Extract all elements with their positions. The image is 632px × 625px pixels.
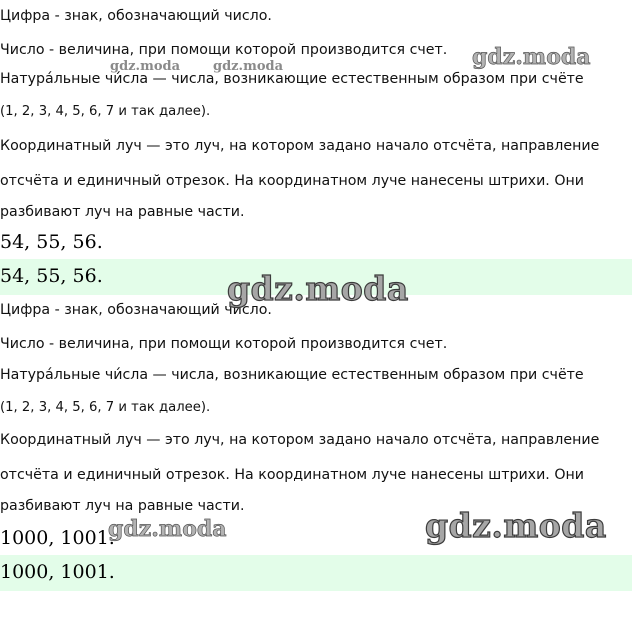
watermark-logo: gdz.moda — [472, 44, 591, 70]
definition-digit: Цифра - знак, обозначающий число. — [0, 302, 272, 318]
watermark-logo: gdz.moda — [227, 269, 409, 308]
natural-numbers-example: (1, 2, 3, 4, 5, 6, 7 и так далее). — [0, 104, 211, 119]
natural-numbers-example: (1, 2, 3, 4, 5, 6, 7 и так далее). — [0, 400, 211, 415]
definition-coordinate-ray-cont: отсчёта и единичный отрезок. На координатном луче нанесены штрихи. Они — [0, 467, 584, 483]
definition-coordinate-ray: Координатный луч — это луч, на котором задано начало отсчёта, направление — [0, 138, 600, 154]
watermark-logo: gdz.moda — [425, 506, 607, 545]
answer-highlighted: 54, 55, 56. — [0, 265, 103, 287]
definition-coordinate-ray-end: разбивают луч на равные части. — [0, 498, 245, 514]
definition-coordinate-ray-end: разбивают луч на равные части. — [0, 204, 245, 220]
definition-number: Число - величина, при помощи которой производится счет. — [0, 42, 448, 58]
answer-plain: 54, 55, 56. — [0, 231, 103, 253]
definition-natural-numbers: Натура́льные чи́сла — числа, возникающие естественным образом при счёте — [0, 71, 584, 87]
watermark-logo: gdz.moda — [108, 516, 227, 542]
definition-natural-numbers: Натура́льные чи́сла — числа, возникающие естественным образом при счёте — [0, 367, 584, 383]
definition-coordinate-ray: Координатный луч — это луч, на котором задано начало отсчёта, направление — [0, 432, 600, 448]
answer-highlighted: 1000, 1001. — [0, 561, 115, 583]
definition-coordinate-ray-cont: отсчёта и единичный отрезок. На координатном луче нанесены штрихи. Они — [0, 173, 584, 189]
answer-plain: 1000, 1001. — [0, 527, 115, 549]
definition-number: Число - величина, при помощи которой производится счет. — [0, 336, 448, 352]
definition-digit: Цифра - знак, обозначающий число. — [0, 8, 272, 24]
watermark-logo: gdz.moda — [110, 59, 181, 74]
watermark-logo: gdz.moda — [213, 59, 284, 74]
